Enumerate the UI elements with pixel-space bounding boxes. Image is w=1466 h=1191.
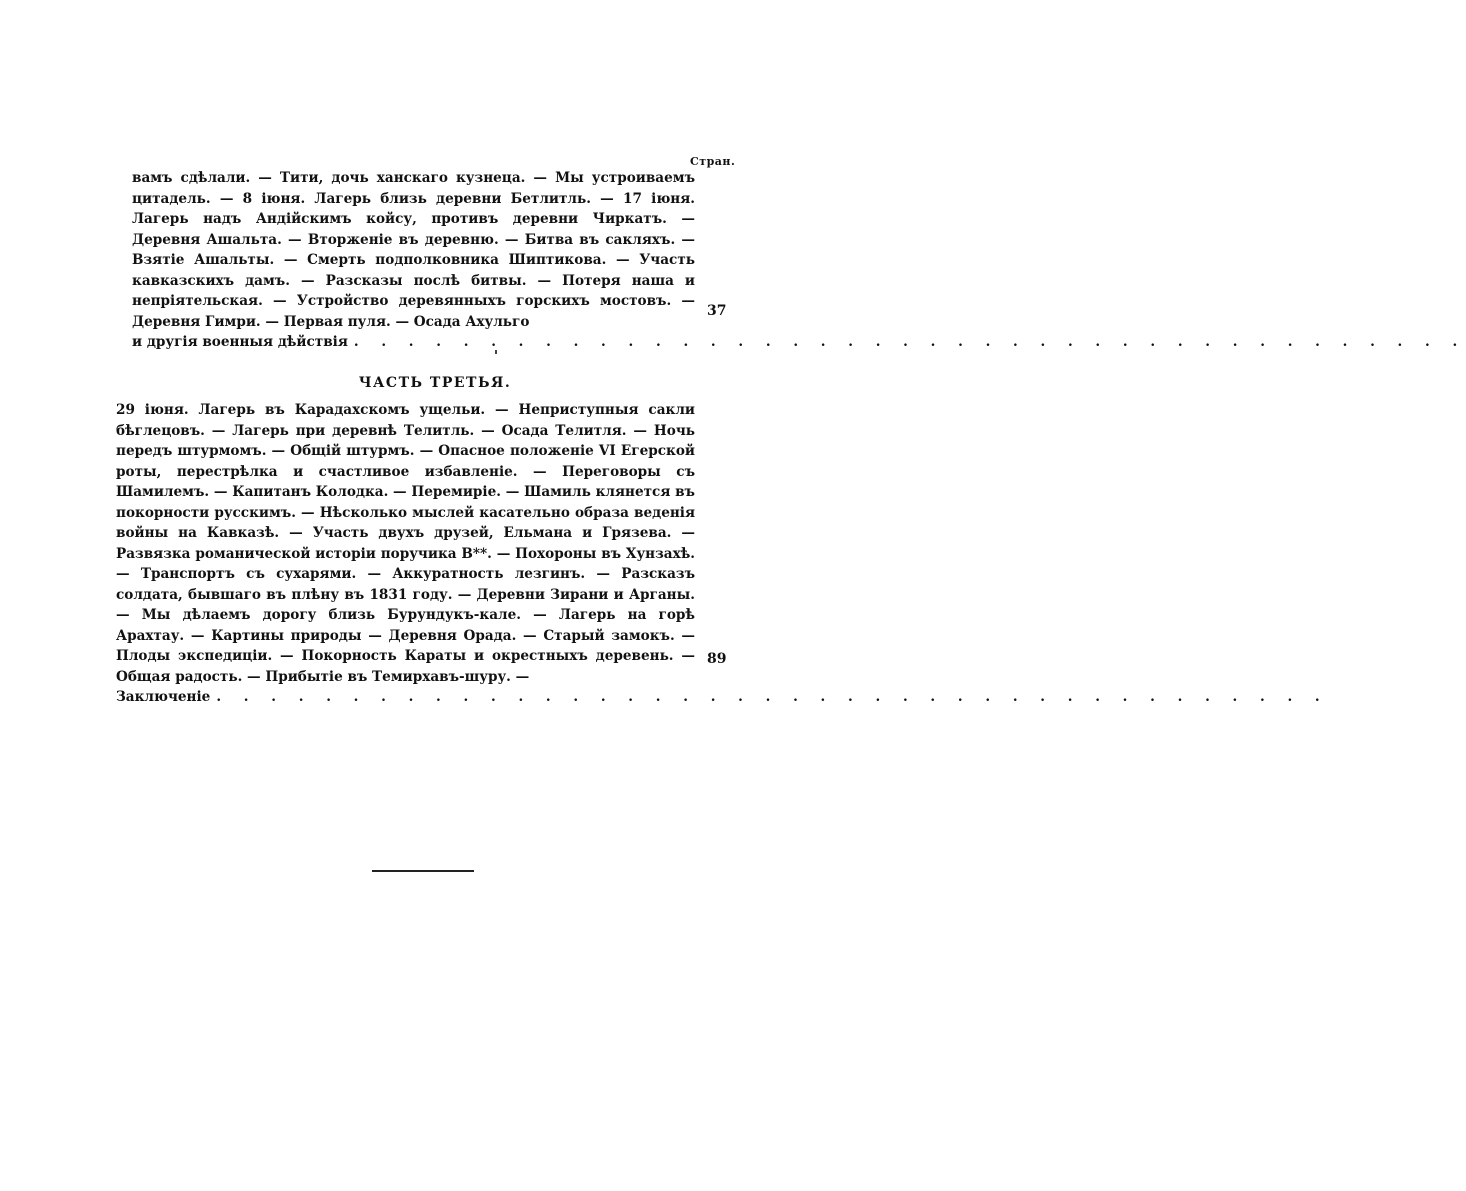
- toc-entry-text: 29 іюня. Лагерь въ Карадахскомъ ущельи. — Неприступныя сакли бѣглецовъ. — Лагерь при деревнѣ Телитль. — Осада Телитля. — Ночь передъ штурмомъ. — Общій штурмъ. — Опасное положеніе VI Егерской роты, перестрѣлка и счастливое избавленіе. — Переговоры съ Шамилемъ. — Капитанъ Колодка. — Перемиріе. — Шамиль клянется въ покорности русскимъ. — Нѣсколько мыслей касательно образа веденія войны на Кавказѣ. — Участь двухъ друзей, Ельмана и Грязева. — Развязка романической исторіи поручика В**. — Похороны въ Хунзахѣ. — Транспортъ съ сухарями. — Аккуратность лезгинъ. — Разсказъ солдата, бывшаго въ плѣну въ 1831 году. — Деревни Зирани и Арганы. — Мы дѣлаемъ дорогу близь Бурундукъ-кале. — Лагерь на горѣ Арахтау. — Картины природы — Деревня Орада. — Старый замокъ. — Плоды экспедиціи. — Покорность Караты и окрестныхъ деревень. — Общая радость. — Прибытіе въ Темирхавъ-шуру. —: [116, 402, 695, 685]
- leader-dots: . . . . . . . . . . . . . . . . . . . . . . . . . . . . . . . . . . . . . . . . .: [216, 689, 1329, 705]
- toc-page-number: 89: [707, 651, 727, 667]
- toc-page-number: 37: [707, 303, 727, 319]
- leader-dots: . . . . . . . . . . . . . . . . . . . . . . . . . . . . . . . . . . . . . . . . .: [353, 334, 1466, 350]
- end-divider-rule: [372, 870, 474, 872]
- page-column-header: Стран.: [690, 155, 736, 168]
- toc-entry-last-text: и другія военныя дѣйствія: [132, 334, 348, 350]
- ink-speck: [495, 350, 497, 354]
- section-heading: ЧАСТЬ ТРЕТЬЯ.: [358, 375, 512, 391]
- toc-entry-last-text: Заключеніе: [116, 689, 211, 705]
- toc-entry-text: вамъ сдѣлали. — Тити, дочь ханскаго кузнеца. — Мы устроиваемъ цитадель. — 8 іюня. Лагерь близь деревни Бетлитль. — 17 іюня. Лагерь надъ Андійскимъ койсу, противъ деревни Чиркатъ. — Деревня Ашальта. — Вторженіе въ деревню. — Битва въ сакляхъ. — Взятіе Ашальты. — Смерть подполковника Шиптикова. — Участь кавказскихъ дамъ. — Разсказы послѣ битвы. — Потеря наша и непріятельская. — Устройство деревянныхъ горскихъ мостовъ. — Деревня Гимри. — Первая пуля. — Осада Ахульго: [132, 170, 695, 330]
- toc-entry-last-line: [116, 687, 1329, 708]
- toc-entry-last-line: [132, 332, 1466, 353]
